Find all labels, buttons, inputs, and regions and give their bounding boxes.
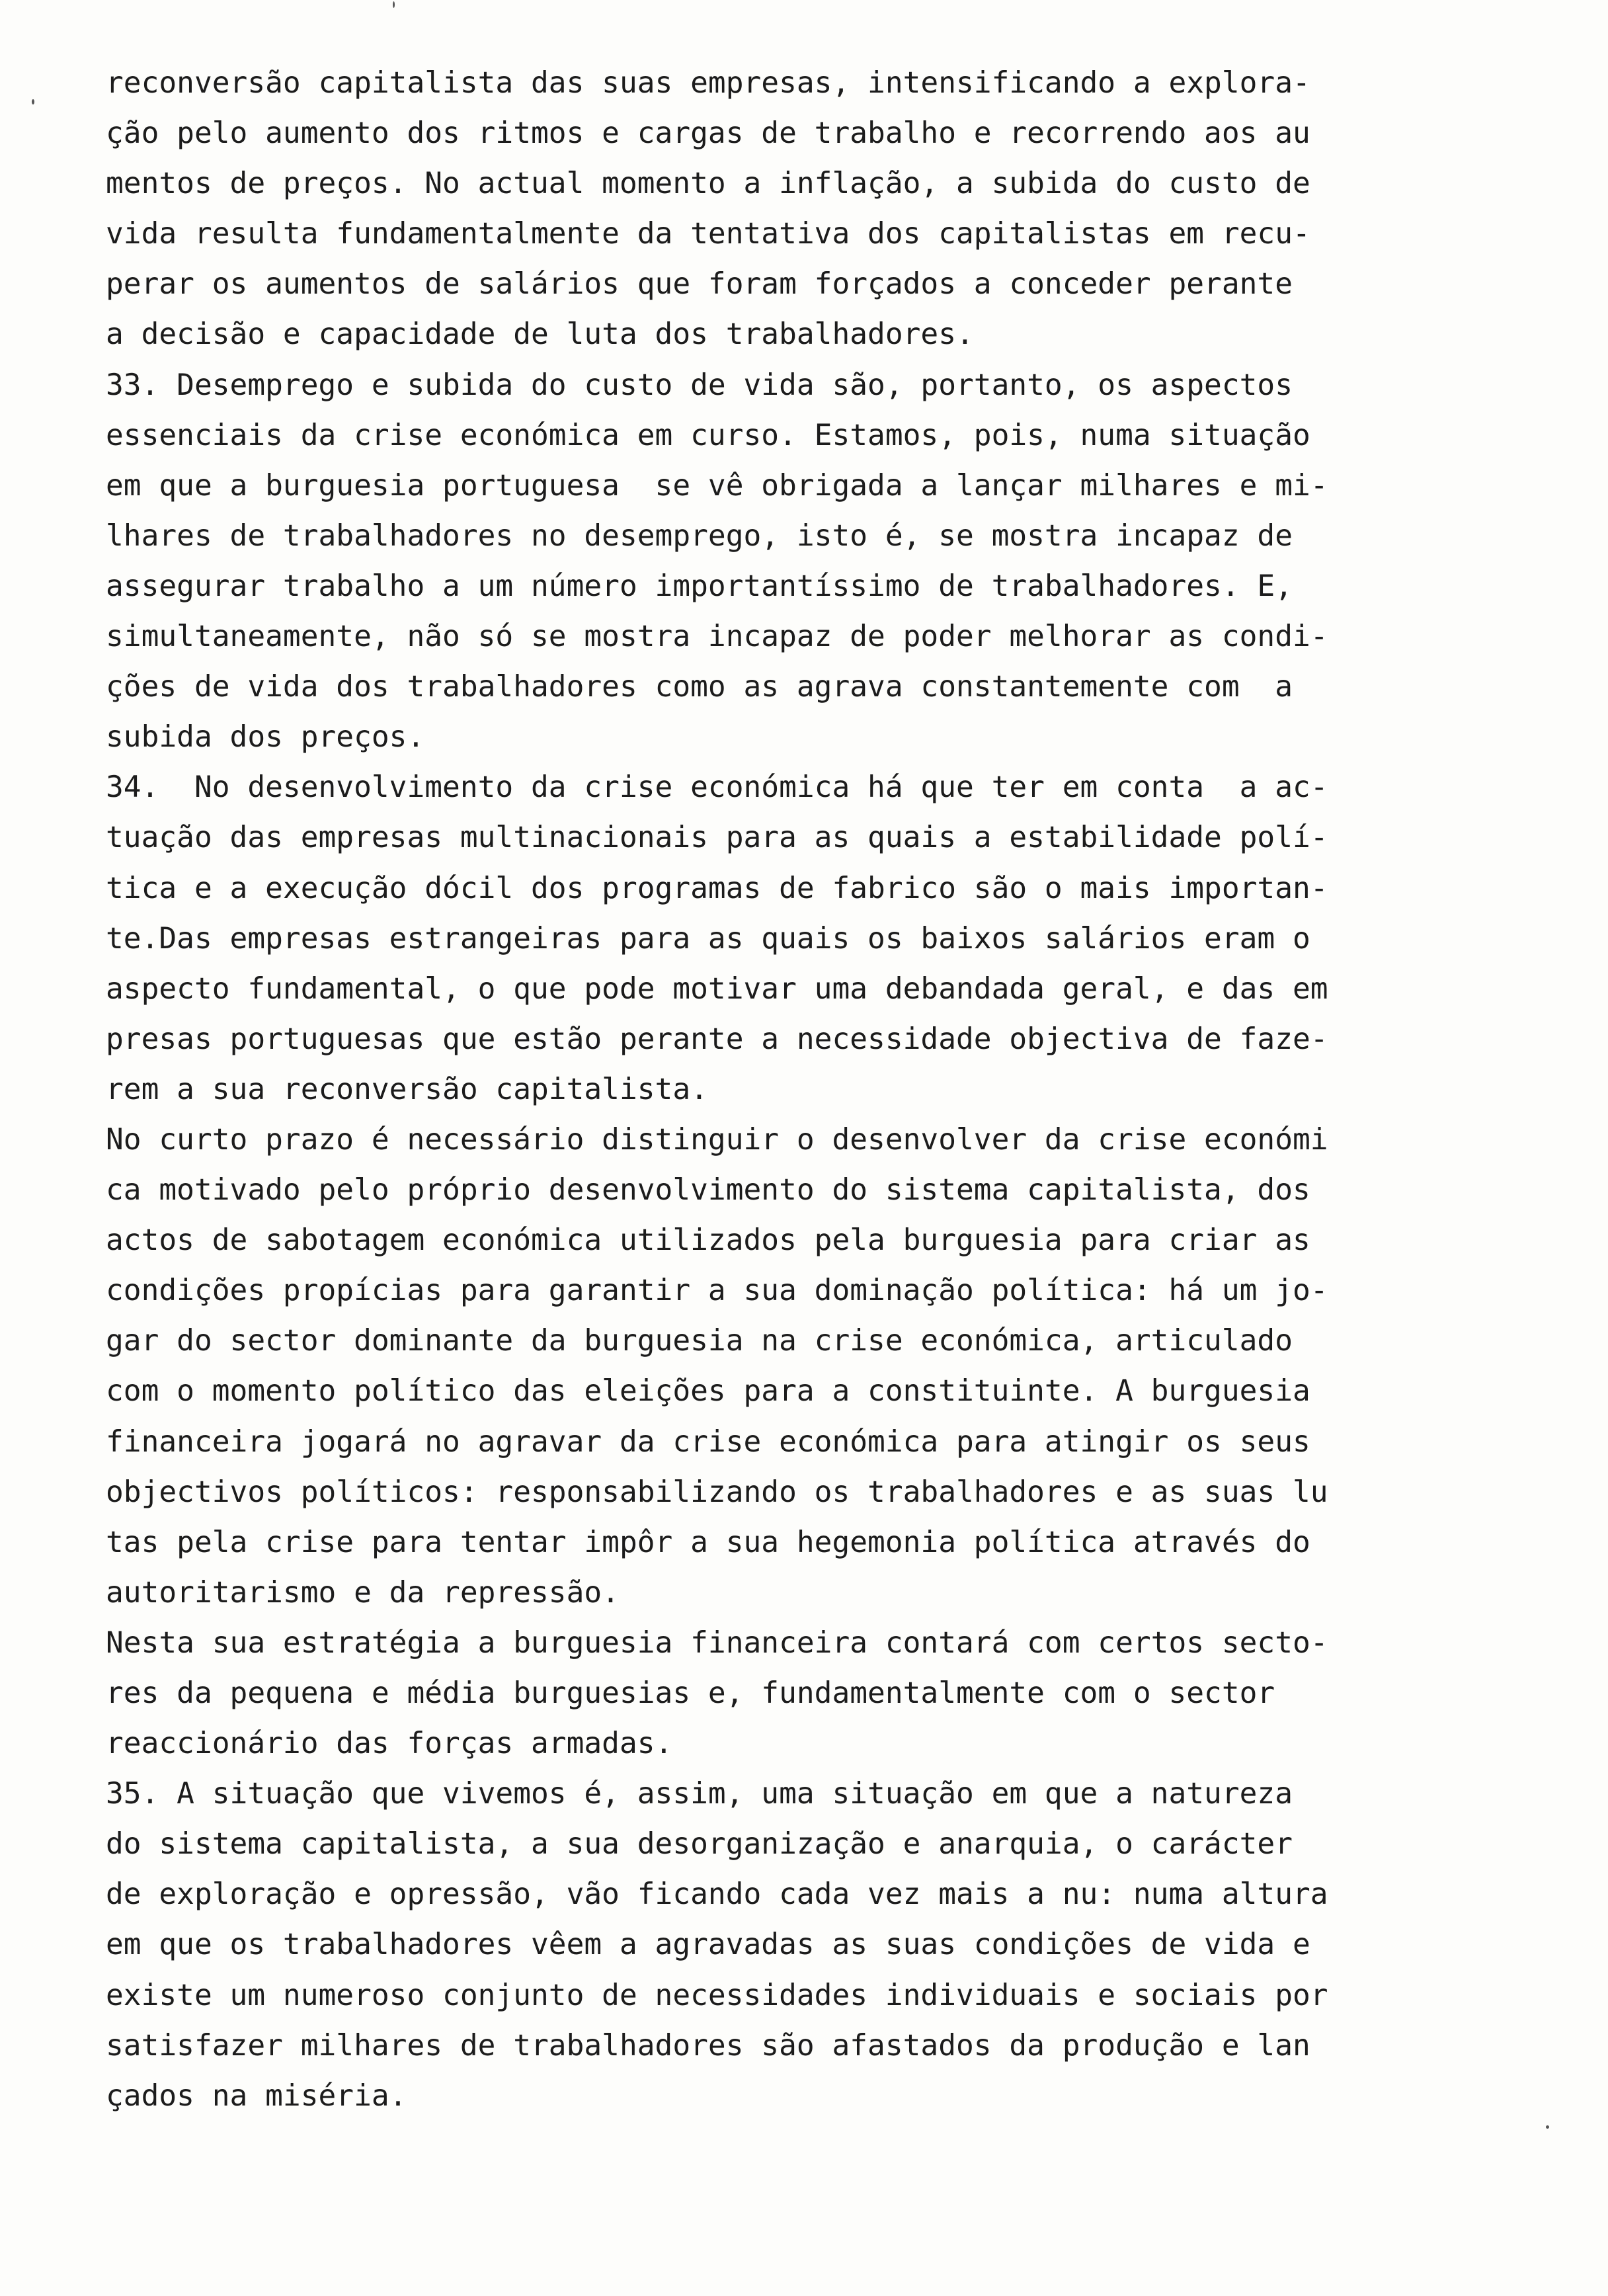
text-line: lhares de trabalhadores no desemprego, isto é, se mostra incapaz de [106, 518, 1293, 553]
text-line: de exploração e opressão, vão ficando cada vez mais a nu: numa altura [106, 1877, 1328, 1912]
text-line: Nesta sua estratégia a burguesia financeira contará com certos secto- [106, 1625, 1328, 1660]
text-line: rem a sua reconversão capitalista. [106, 1072, 708, 1106]
text-line: tuação das empresas multinacionais para as quais a estabilidade polí- [106, 821, 1328, 855]
text-line: essenciais da crise económica em curso. Estamos, pois, numa situação [106, 418, 1310, 452]
text-line: perar os aumentos de salários que foram forçados a conceder perante [106, 267, 1293, 302]
text-line: ções de vida dos trabalhadores como as agrava constantemente com a [106, 670, 1293, 704]
text-line: em que a burguesia portuguesa se vê obrigada a lançar milhares e mi- [106, 468, 1328, 503]
text-line: 35. A situação que vivemos é, assim, uma situação em que a natureza [106, 1777, 1293, 1811]
text-line: em que os trabalhadores vêem a agravadas as suas condições de vida e [106, 1928, 1310, 1962]
text-line: reaccionário das forças armadas. [106, 1727, 673, 1761]
text-line: aspecto fundamental, o que pode motivar uma debandada geral, e das em [106, 971, 1328, 1006]
text-line: do sistema capitalista, a sua desorganização e anarquia, o carácter [106, 1827, 1293, 1862]
text-line: ção pelo aumento dos ritmos e cargas de trabalho e recorrendo aos au [106, 116, 1310, 151]
document-text [106, 58, 1501, 2121]
scan-speck [1546, 2125, 1549, 2129]
text-line: gar do sector dominante da burguesia na crise económica, articulado [106, 1324, 1293, 1358]
text-line: objectivos políticos: responsabilizando os trabalhadores e as suas lu [106, 1475, 1328, 1509]
text-line: tica e a execução dócil dos programas de fabrico são o mais importan- [106, 871, 1328, 905]
text-line: No curto prazo é necessário distinguir o desenvolver da crise económi [106, 1122, 1328, 1157]
text-line: tas pela crise para tentar impôr a sua hegemonia política através do [106, 1525, 1310, 1559]
text-line: existe um numeroso conjunto de necessidades individuais e sociais por [106, 1978, 1328, 2012]
text-line: a decisão e capacidade de luta dos trabalhadores. [106, 317, 974, 352]
text-line: simultaneamente, não só se mostra incapaz de poder melhorar as condi- [106, 620, 1328, 654]
text-line: mentos de preços. No actual momento a inflação, a subida do custo de [106, 167, 1310, 201]
text-line: com o momento político das eleições para a constituinte. A burguesia [106, 1374, 1310, 1409]
text-line: ca motivado pelo próprio desenvolvimento do sistema capitalista, dos [106, 1173, 1310, 1208]
text-line: assegurar trabalho a um número importantíssimo de trabalhadores. E, [106, 569, 1293, 603]
text-line: autoritarismo e da repressão. [106, 1575, 620, 1610]
text-line: satisfazer milhares de trabalhadores são afastados da produção e lan [106, 2028, 1310, 2063]
text-line: condições propícias para garantir a sua dominação política: há um jo- [106, 1274, 1328, 1308]
scan-speck [393, 1, 395, 8]
text-line: çados na miséria. [106, 2078, 407, 2113]
scan-speck [32, 99, 34, 104]
text-line: 34. No desenvolvimento da crise económica há que ter em conta a ac- [106, 770, 1328, 805]
text-line: res da pequena e média burguesias e, fundamentalmente com o sector [106, 1676, 1275, 1710]
text-line: reconversão capitalista das suas empresas, intensificando a explora- [106, 66, 1310, 100]
text-line: te.Das empresas estrangeiras para as quais os baixos salários eram o [106, 921, 1310, 956]
text-line: subida dos preços. [106, 720, 425, 755]
text-line: 33. Desemprego e subida do custo de vida são, portanto, os aspectos [106, 368, 1293, 402]
text-line: vida resulta fundamentalmente da tentativa dos capitalistas em recu- [106, 217, 1310, 251]
text-line: presas portuguesas que estão perante a necessidade objectiva de faze- [106, 1022, 1328, 1056]
text-line: actos de sabotagem económica utilizados pela burguesia para criar as [106, 1223, 1310, 1258]
text-line: financeira jogará no agravar da crise económica para atingir os seus [106, 1424, 1310, 1459]
